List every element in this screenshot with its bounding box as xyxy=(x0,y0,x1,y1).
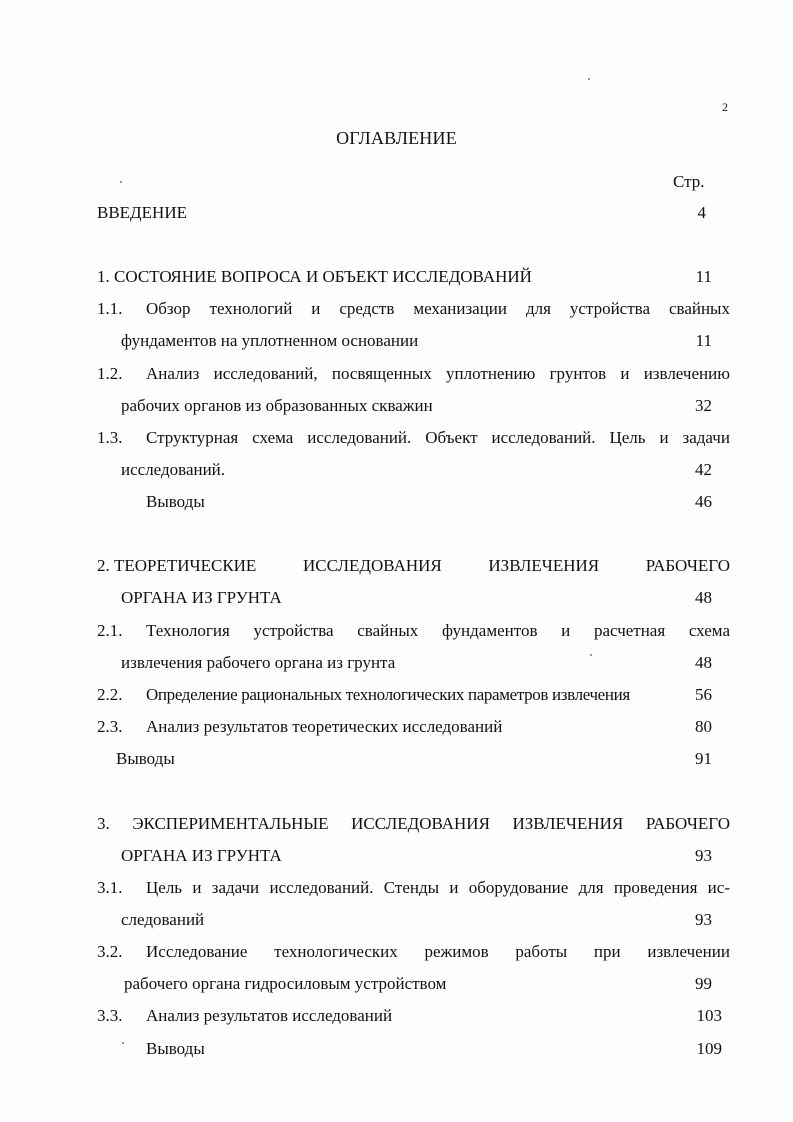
section-1-3-title-cont: исследований. xyxy=(121,460,226,479)
chapter-1-heading: 1. СОСТОЯНИЕ ВОПРОСА И ОБЪЕКТ ИССЛЕДОВАНИЙ xyxy=(97,267,532,286)
section-1-1-page: 11 xyxy=(695,331,712,350)
section-3-2-title: Исследование технологических режимов работы при извлечении xyxy=(146,942,730,961)
section-2-2-number: 2.2. xyxy=(97,685,123,704)
toc-entry-intro: ВВЕДЕНИЕ xyxy=(97,203,187,222)
section-2-3-page: 80 xyxy=(695,717,712,736)
section-2-1-number: 2.1. xyxy=(97,621,123,640)
section-3-2-number: 3.2. xyxy=(97,942,123,961)
section-1-2-title-cont: рабочих органов из образованных скважин xyxy=(121,396,433,415)
section-2-1-page: 48 xyxy=(695,653,712,672)
section-1-2-number: 1.2. xyxy=(97,364,123,383)
section-1-3-number: 1.3. xyxy=(97,428,123,447)
section-3-2-title-cont: рабочего органа гидросиловым устройством xyxy=(124,974,447,993)
chapter-2-heading-cont: ОРГАНА ИЗ ГРУНТА xyxy=(121,588,282,607)
section-1-2-title: Анализ исследований, посвященных уплотнению грунтов и извлечению xyxy=(146,364,730,383)
chapter-1-conclusions-page: 46 xyxy=(695,492,712,511)
section-3-3-page: 103 xyxy=(696,1006,722,1025)
scan-speck xyxy=(120,181,122,183)
page-column-header: Стр. xyxy=(673,172,705,191)
toc-title: ОГЛАВЛЕНИЕ xyxy=(336,128,457,148)
chapter-1-page: 11 xyxy=(695,267,712,286)
section-3-1-number: 3.1. xyxy=(97,878,123,897)
toc-page-intro: 4 xyxy=(697,203,706,222)
section-2-3-number: 2.3. xyxy=(97,717,123,736)
section-1-3-page: 42 xyxy=(695,460,712,479)
scan-speck xyxy=(588,78,590,80)
section-3-3-title: Анализ результатов исследований xyxy=(146,1006,393,1025)
section-2-3-title: Анализ результатов теоретических исследований xyxy=(146,717,503,736)
section-1-3-title: Структурная схема исследований. Объект исследований. Цель и задачи xyxy=(146,428,730,447)
section-1-1-number: 1.1. xyxy=(97,299,123,318)
chapter-2-conclusions: Выводы xyxy=(116,749,175,768)
section-3-3-number: 3.3. xyxy=(97,1006,123,1025)
page-number: 2 xyxy=(722,100,728,114)
section-2-2-page: 56 xyxy=(695,685,712,704)
chapter-3-conclusions-page: 109 xyxy=(696,1039,722,1058)
section-1-1-title-cont: фундаментов на уплотненном основании xyxy=(121,331,419,350)
scan-speck xyxy=(122,1042,124,1044)
section-2-2-title: Определение рациональных технологических параметров извлечения xyxy=(146,685,630,704)
section-3-1-title: Цель и задачи исследований. Стенды и оборудование для проведения ис- xyxy=(146,878,730,897)
chapter-2-conclusions-page: 91 xyxy=(695,749,712,768)
section-3-1-page: 93 xyxy=(695,910,712,929)
chapter-3-heading: 3. ЭКСПЕРИМЕНТАЛЬНЫЕ ИССЛЕДОВАНИЯ ИЗВЛЕЧЕНИЯ РАБОЧЕГО xyxy=(97,814,730,833)
section-1-1-title: Обзор технологий и средств механизации для устройства свайных xyxy=(146,299,730,318)
section-2-1-title: Технология устройства свайных фундаментов и расчетная схема xyxy=(146,621,730,640)
chapter-3-page: 93 xyxy=(695,846,712,865)
section-2-1-title-cont: извлечения рабочего органа из грунта xyxy=(121,653,396,672)
chapter-3-heading-cont: ОРГАНА ИЗ ГРУНТА xyxy=(121,846,282,865)
chapter-2-heading: 2. ТЕОРЕТИЧЕСКИЕ ИССЛЕДОВАНИЯ ИЗВЛЕЧЕНИЯ РАБОЧЕГО xyxy=(97,556,730,575)
chapter-2-page: 48 xyxy=(695,588,712,607)
chapter-1-conclusions: Выводы xyxy=(146,492,205,511)
section-3-2-page: 99 xyxy=(695,974,712,993)
chapter-3-conclusions: Выводы xyxy=(146,1039,205,1058)
section-1-2-page: 32 xyxy=(695,396,712,415)
scan-speck xyxy=(590,654,592,656)
section-3-1-title-cont: следований xyxy=(121,910,205,929)
